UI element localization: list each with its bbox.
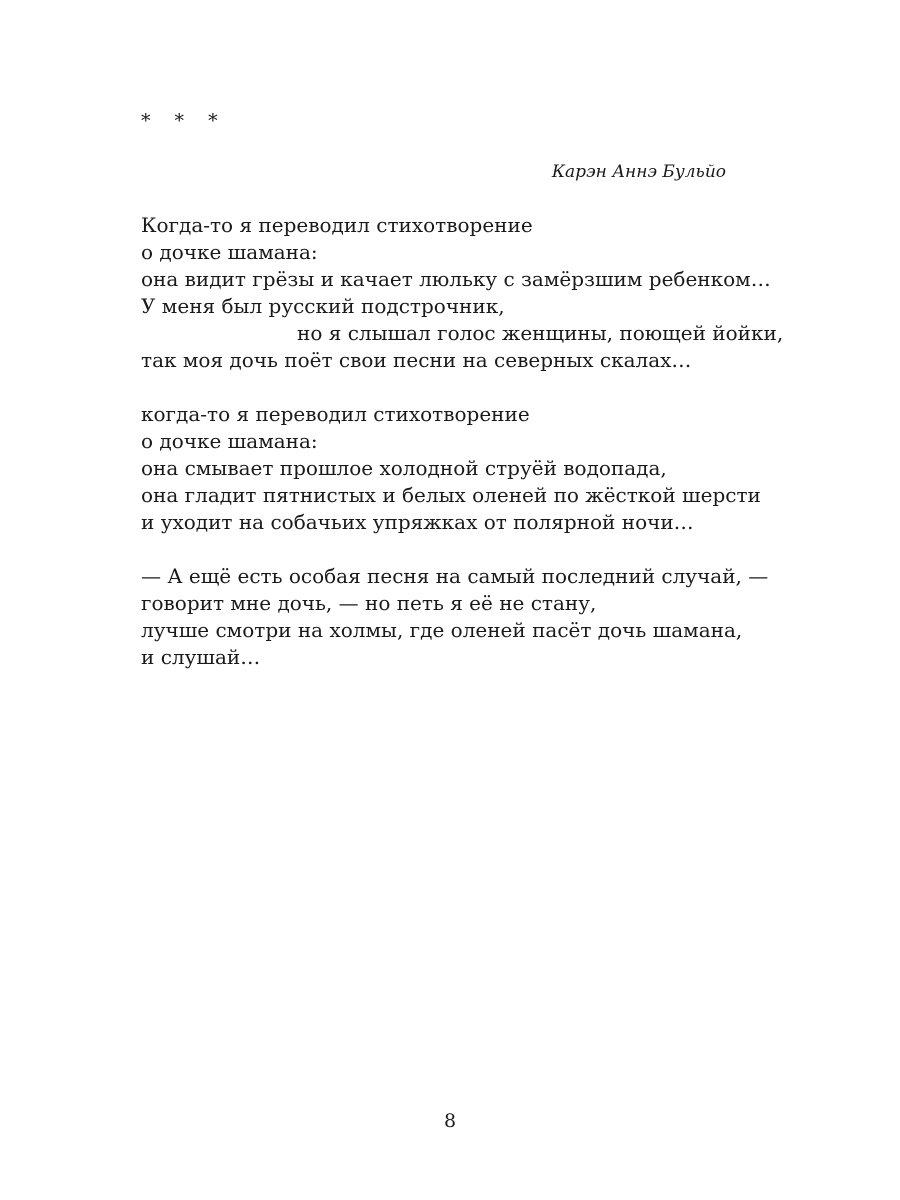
- poem-line: Когда-то я переводил стихотворение: [141, 213, 533, 237]
- poem-line: и слушай…: [141, 645, 261, 669]
- stanza-1: [141, 212, 821, 374]
- page-number: 8: [443, 1110, 457, 1132]
- section-separator: * * *: [141, 110, 227, 132]
- stanza-2: [141, 401, 821, 536]
- poem-line: она гладит пятнистых и белых оленей по жёсткой шерсти: [141, 483, 761, 507]
- poem-line: и уходит на собачьих упряжках от полярной ночи…: [141, 510, 694, 534]
- poem-line: когда-то я переводил стихотворение: [141, 402, 530, 426]
- poem-line: — А ещё есть особая песня на самый последний случай, —: [141, 564, 769, 588]
- poem-line: говорит мне дочь, — но петь я её не стану,: [141, 591, 597, 615]
- poem-line: лучше смотри на холмы, где оленей пасёт дочь шамана,: [141, 618, 743, 642]
- poem-line: она видит грёзы и качает люльку с замёрзшим ребенком…: [141, 267, 771, 291]
- stanza-3: [141, 563, 821, 671]
- dedication: Карэн Аннэ Бульйо: [551, 162, 726, 182]
- poem-line: о дочке шамана:: [141, 429, 318, 453]
- poem-line-indented: но я слышал голос женщины, поющей йойки,: [297, 321, 784, 345]
- poem-line: так моя дочь поёт свои песни на северных скалах…: [141, 348, 692, 372]
- poem-line: У меня был русский подстрочник,: [141, 294, 505, 318]
- poem: [141, 212, 821, 698]
- poem-line: о дочке шамана:: [141, 240, 318, 264]
- poem-line: она смывает прошлое холодной струёй водопада,: [141, 456, 667, 480]
